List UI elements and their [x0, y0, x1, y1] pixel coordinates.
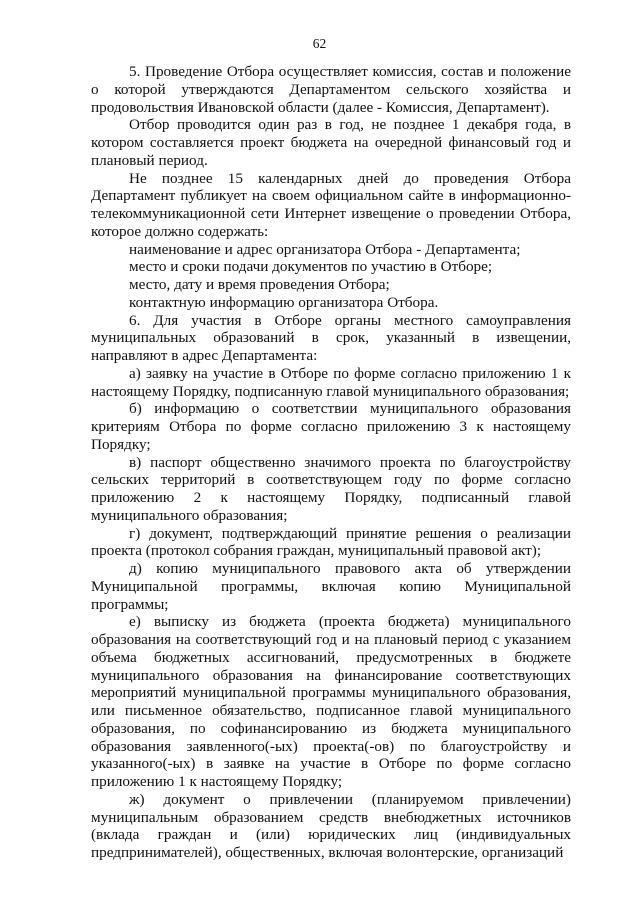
paragraph: Отбор проводится один раз в год, не позднее 1 декабря года, в котором составляется проект бюджета на очередной финансовый год и плановый период. [91, 116, 571, 169]
paragraph: 5. Проведение Отбора осуществляет комиссия, состав и положение о которой утверждаются Департаментом сельского хозяйства и продовольствия Ивановской области (далее - Комиссия, Департамент). [91, 63, 571, 116]
paragraph: ж) документ о привлечении (планируемом привлечении) муниципальным образованием средств внебюджетных источников (вклада граждан и (или) юридических лиц (индивидуальных предпринимателей), общественных, включая волонтерские, организаций [91, 790, 571, 861]
paragraph: Не позднее 15 календарных дней до проведения Отбора Департамент публикует на своем официальном сайте в информационно-телекоммуникационной сети Интернет извещение о проведении Отбора, которое должно содержать: [91, 169, 571, 240]
page-number: 62 [312, 36, 327, 51]
paragraph: а) заявку на участие в Отборе по форме согласно приложению 1 к настоящему Порядку, подписанную главой муниципального образования; [91, 364, 571, 400]
list-item: место, дату и время проведения Отбора; [129, 276, 390, 293]
list-item: наименование и адрес организатора Отбора - Департамента; [129, 240, 521, 258]
paragraph: г) документ, подтверждающий принятие решения о реализации проекта (протокол собрания граждан, муниципальный правовой акт); [91, 524, 571, 560]
paragraph: д) копию муниципального правового акта об утверждении Муниципальной программы, включая копию Муниципальной программы; [91, 560, 571, 613]
paragraph: 6. Для участия в Отборе органы местного самоуправления муниципальных образований в срок, указанный в извещении, направляют в адрес Департамента: [91, 311, 571, 364]
paragraph: е) выписку из бюджета (проекта бюджета) муниципального образования на соответствующий год и на плановый период с указанием объема бюджетных ассигнований, предусмотренных в бюджете муниципального образования на финансирование соответствующих мероприятий муниципальной программы муниципального образования, или письменное обязательство, подписанное главой муниципального образования, по софинансированию из бюджета муниципального образования заявленного(-ых) проекта(-ов) по благоустройству и указанного(-ых) в заявке на участие в Отборе по форме согласно приложению 1 к настоящему Порядку; [91, 613, 571, 790]
document-body [91, 63, 571, 862]
list-item: контактную информацию организатора Отбора. [129, 293, 439, 311]
list-item: место и сроки подачи документов по участию в Отборе; [129, 258, 493, 276]
paragraph: в) паспорт общественно значимого проекта по благоустройству сельских территорий в соответствующем году по форме согласно приложению 2 к настоящему Порядку, подписанный главой муниципального образования; [91, 453, 571, 524]
paragraph: б) информацию о соответствии муниципального образования критериям Отбора по форме согласно приложению 3 к настоящему Порядку; [91, 400, 571, 453]
